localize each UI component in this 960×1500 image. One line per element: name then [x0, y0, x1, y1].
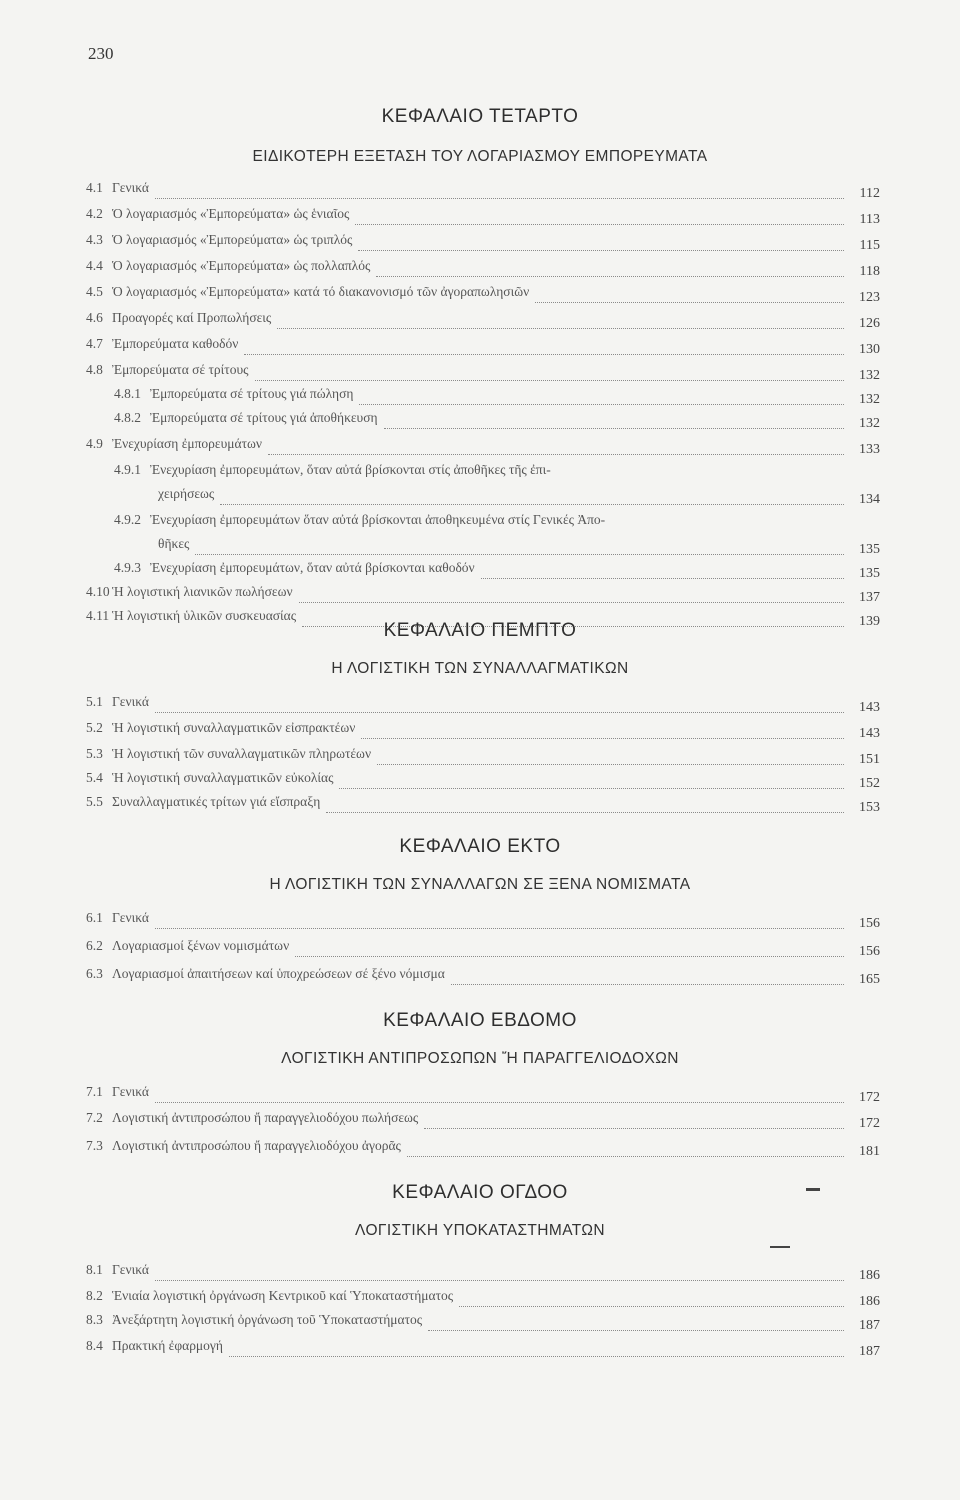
entry-title: Ἐμπορεύματα σέ τρίτους: [112, 362, 249, 377]
toc-entry[interactable]: [86, 584, 880, 606]
entry-page-number: 181: [859, 1144, 880, 1159]
entry-page-number: 151: [859, 752, 880, 767]
entry-page-number: 187: [859, 1344, 880, 1359]
toc-entry[interactable]: [86, 1110, 880, 1132]
toc-entry[interactable]: [86, 258, 880, 280]
entry-page-number: 172: [859, 1116, 880, 1131]
toc-entry[interactable]: [86, 436, 880, 458]
toc-entry[interactable]: [86, 560, 880, 582]
entry-page-number: 153: [859, 800, 880, 815]
entry-title: Λογαριασμοί ξένων νομισμάτων: [112, 938, 290, 953]
toc-entry[interactable]: [86, 910, 880, 932]
dot-leader: [277, 310, 844, 329]
dot-leader: [359, 386, 844, 405]
dot-leader: [155, 694, 844, 713]
chapter-title: ΚΕΦΑΛΑΙΟ ΕΚΤΟ: [399, 836, 561, 857]
entry-number: 4.1: [86, 180, 103, 195]
entry-page-number: 156: [859, 916, 880, 931]
entry-title: Γενικά: [112, 180, 149, 195]
entry-page-number: 132: [859, 392, 880, 407]
entry-number: 4.11: [86, 608, 110, 623]
entry-number: 4.2: [86, 206, 103, 221]
entry-page-number: 156: [859, 944, 880, 959]
dot-leader: [358, 232, 844, 251]
entry-number: 5.5: [86, 794, 103, 809]
dot-leader: [268, 436, 844, 455]
entry-number: 5.2: [86, 720, 103, 735]
entry-page-number: 186: [859, 1268, 880, 1283]
entry-title: Ἐνεχυρίαση ἐμπορευμάτων, ὅταν αὐτά βρίσκονται καθοδόν: [150, 560, 475, 575]
entry-title: Λογιστική ἀντιπροσώπου ἤ παραγγελιοδόχου πωλήσεως: [112, 1110, 419, 1125]
entry-title: Γενικά: [112, 910, 149, 925]
dot-leader: [481, 560, 844, 579]
entry-number: 4.5: [86, 284, 103, 299]
entry-number: 4.4: [86, 258, 103, 273]
entry-number: 4.7: [86, 336, 103, 351]
entry-title: Συναλλαγματικές τρίτων γιά εἴσπραξη: [112, 794, 321, 809]
entry-number: 4.6: [86, 310, 103, 325]
chapter-subtitle: Η ΛΟΓΙΣΤΙΚΗ ΤΩΝ ΣΥΝΑΛΛΑΓΩΝ ΣΕ ΞΕΝΑ ΝΟΜΙΣΜΑΤΑ: [269, 876, 691, 893]
entry-title: Ὁ λογαριασμός «Ἐμπορεύματα» κατά τό διακανονισμό τῶν ἀγοραπωλησιῶν: [112, 284, 530, 299]
toc-entry[interactable]: [86, 746, 880, 768]
scan-mark: [806, 1188, 820, 1191]
dot-leader: [295, 938, 844, 957]
entry-page-number: 186: [859, 1294, 880, 1309]
entry-page-number: 132: [859, 368, 880, 383]
chapter-title: ΚΕΦΑΛΑΙΟ ΕΒΔΟΜΟ: [383, 1010, 577, 1031]
dot-leader: [299, 584, 844, 603]
entry-number: 4.9.1: [114, 462, 141, 477]
entry-title: Λογαριασμοί ἀπαιτήσεων καί ὑποχρεώσεων σέ ξένο νόμισμα: [112, 966, 445, 981]
entry-number: 4.8: [86, 362, 103, 377]
dot-leader: [361, 720, 844, 739]
entry-number: 6.1: [86, 910, 103, 925]
toc-entry[interactable]: [86, 1138, 880, 1160]
dot-leader: [155, 180, 844, 199]
chapter-title: ΚΕΦΑΛΑΙΟ ΟΓΔΟΟ: [392, 1182, 568, 1203]
dot-leader: [377, 746, 844, 765]
toc-entry[interactable]: [86, 1312, 880, 1334]
chapter-title: ΚΕΦΑΛΑΙΟ ΠΕΜΠΤΟ: [383, 620, 577, 641]
entry-page-number: 133: [859, 442, 880, 457]
entry-number: 8.4: [86, 1338, 103, 1353]
entry-title: Πρακτική ἐφαρμογή: [112, 1338, 223, 1353]
entry-title: Ἐνεχυρίαση ἐμπορευμάτων ὅταν αὐτά βρίσκονται ἀποθηκευμένα στίς Γενικές Ἀπο-: [150, 512, 606, 527]
toc-entry[interactable]: [86, 966, 880, 988]
toc-entry[interactable]: [86, 1084, 880, 1106]
entry-title: Ὁ λογαριασμός «Ἐμπορεύματα» ὡς πολλαπλός: [112, 258, 371, 273]
dot-leader: [407, 1138, 844, 1157]
entry-number: 5.3: [86, 746, 103, 761]
dot-leader: [244, 336, 844, 355]
entry-page-number: 126: [859, 316, 880, 331]
dot-leader: [384, 410, 844, 429]
chapter-subtitle: ΛΟΓΙΣΤΙΚΗ ΥΠΟΚΑΤΑΣΤΗΜΑΤΩΝ: [355, 1222, 605, 1239]
entry-title: Ἡ λογιστική τῶν συναλλαγματικῶν πληρωτέων: [112, 746, 372, 761]
toc-entry[interactable]: [86, 1338, 880, 1360]
toc-entry[interactable]: [86, 206, 880, 228]
chapter-subtitle: Η ΛΟΓΙΣΤΙΚΗ ΤΩΝ ΣΥΝΑΛΛΑΓΜΑΤΙΚΩΝ: [331, 660, 629, 677]
entry-number: 7.3: [86, 1138, 103, 1153]
dot-leader: [220, 486, 844, 505]
entry-number: 4.9.2: [114, 512, 141, 527]
entry-title: Ἡ λογιστική ὑλικῶν συσκευασίας: [112, 608, 297, 623]
entry-page-number: 143: [859, 700, 880, 715]
entry-page-number: 165: [859, 972, 880, 987]
entry-number: 7.2: [86, 1110, 103, 1125]
entry-number: 8.2: [86, 1288, 103, 1303]
entry-title: Ἡ λογιστική λιανικῶν πωλήσεων: [112, 584, 293, 599]
dot-leader: [326, 794, 844, 813]
entry-page-number: 118: [859, 264, 880, 279]
toc-entry[interactable]: [86, 362, 880, 384]
toc-entry[interactable]: [86, 794, 880, 816]
dot-leader: [376, 258, 844, 277]
toc-entry[interactable]: [86, 232, 880, 254]
scan-mark: [770, 1246, 790, 1248]
toc-entry[interactable]: [86, 336, 880, 358]
entry-number: 4.8.2: [114, 410, 141, 425]
entry-title: Ὁ λογαριασμός «Ἐμπορεύματα» ὡς ἑνιαῖος: [112, 206, 350, 221]
entry-page-number: 130: [859, 342, 880, 357]
dot-leader: [255, 362, 845, 381]
entry-number: 5.4: [86, 770, 103, 785]
entry-number: 6.3: [86, 966, 103, 981]
entry-number: 7.1: [86, 1084, 103, 1099]
toc-entry[interactable]: [86, 720, 880, 742]
entry-page-number: 123: [859, 290, 880, 305]
dot-leader: [459, 1288, 844, 1307]
dot-leader: [451, 966, 844, 985]
entry-page-number: 135: [859, 566, 880, 581]
toc-entry[interactable]: [86, 938, 880, 960]
toc-entry[interactable]: [86, 1288, 880, 1310]
entry-number: 4.3: [86, 232, 103, 247]
chapter-subtitle: ΕΙΔΙΚΟΤΕΡΗ ΕΞΕΤΑΣΗ ΤΟΥ ΛΟΓΑΡΙΑΣΜΟΥ ΕΜΠΟΡΕΥΜΑΤΑ: [252, 148, 708, 165]
entry-title: Ὁ λογαριασμός «Ἐμπορεύματα» ὡς τριπλός: [112, 232, 353, 247]
entry-title: Ἡ λογιστική συναλλαγματικῶν εὐκολίας: [112, 770, 334, 785]
entry-number: 4.10: [86, 584, 110, 599]
dot-leader: [155, 910, 844, 929]
dot-leader: [355, 206, 844, 225]
entry-page-number: 187: [859, 1318, 880, 1333]
entry-page-number: 152: [859, 776, 880, 791]
dot-leader: [424, 1110, 844, 1129]
entry-title: Ἐμπορεύματα καθοδόν: [112, 336, 239, 351]
dot-leader: [195, 536, 844, 555]
toc-entry[interactable]: [86, 1262, 880, 1284]
entry-page-number: 172: [859, 1090, 880, 1105]
chapter-title: ΚΕΦΑΛΑΙΟ ΤΕΤΑΡΤΟ: [381, 106, 579, 127]
entry-page-number: 143: [859, 726, 880, 741]
toc-entry[interactable]: [86, 180, 880, 202]
entry-number: 5.1: [86, 694, 103, 709]
entry-page-number: 137: [859, 590, 880, 605]
entry-title: Ἐνεχυρίαση ἐμπορευμάτων: [112, 436, 262, 451]
entry-page-number: 112: [859, 186, 880, 201]
entry-title: Ἑνιαία λογιστική ὀργάνωση Κεντρικοῦ καί Ὑποκαταστήματος: [112, 1288, 454, 1303]
entry-title: Ἐμπορεύματα σέ τρίτους γιά ἀποθήκευση: [150, 410, 378, 425]
entry-page-number: 113: [859, 212, 880, 227]
toc-entry[interactable]: [86, 770, 880, 792]
entry-page-number: 139: [859, 614, 880, 629]
entry-page-number: 115: [859, 238, 880, 253]
dot-leader: [229, 1338, 844, 1357]
toc-entry[interactable]: [86, 310, 880, 332]
entry-title: Προαγορές καί Προπωλήσεις: [112, 310, 272, 325]
entry-page-number: 134: [859, 492, 880, 507]
toc-entry[interactable]: [86, 386, 880, 408]
entry-number: 4.8.1: [114, 386, 141, 401]
entry-title-continuation: θῆκες: [158, 536, 190, 551]
dot-leader: [155, 1262, 844, 1281]
dot-leader: [535, 284, 844, 303]
entry-title: Ἐμπορεύματα σέ τρίτους γιά πώληση: [150, 386, 354, 401]
entry-page-number: 132: [859, 416, 880, 431]
entry-number: 6.2: [86, 938, 103, 953]
entry-title: Λογιστική ἀντιπροσώπου ἤ παραγγελιοδόχου ἀγορᾶς: [112, 1138, 401, 1153]
chapter-subtitle: ΛΟΓΙΣΤΙΚΗ ΑΝΤΙΠΡΟΣΩΠΩΝ Ἤ ΠΑΡΑΓΓΕΛΙΟΔΟΧΩΝ: [281, 1050, 679, 1067]
entry-title: Γενικά: [112, 694, 149, 709]
entry-number: 8.1: [86, 1262, 103, 1277]
entry-number: 8.3: [86, 1312, 103, 1327]
entry-number: 4.9.3: [114, 560, 141, 575]
toc-entry[interactable]: [86, 410, 880, 432]
toc-entry[interactable]: [86, 694, 880, 716]
entry-title: Ἐνεχυρίαση ἐμπορευμάτων, ὅταν αὐτά βρίσκονται στίς ἀποθῆκες τῆς ἐπι-: [150, 462, 551, 477]
entry-title-continuation: χειρήσεως: [158, 486, 215, 501]
dot-leader: [428, 1312, 844, 1331]
toc-entry[interactable]: [86, 284, 880, 306]
entry-page-number: 135: [859, 542, 880, 557]
dot-leader: [155, 1084, 844, 1103]
entry-title: Ἡ λογιστική συναλλαγματικῶν εἰσπρακτέων: [112, 720, 356, 735]
dot-leader: [339, 770, 844, 789]
entry-number: 4.9: [86, 436, 103, 451]
entry-title: Ἀνεξάρτητη λογιστική ὀργάνωση τοῦ Ὑποκαταστήματος: [112, 1312, 423, 1327]
page-number: 230: [88, 44, 114, 63]
entry-title: Γενικά: [112, 1262, 149, 1277]
entry-title: Γενικά: [112, 1084, 149, 1099]
